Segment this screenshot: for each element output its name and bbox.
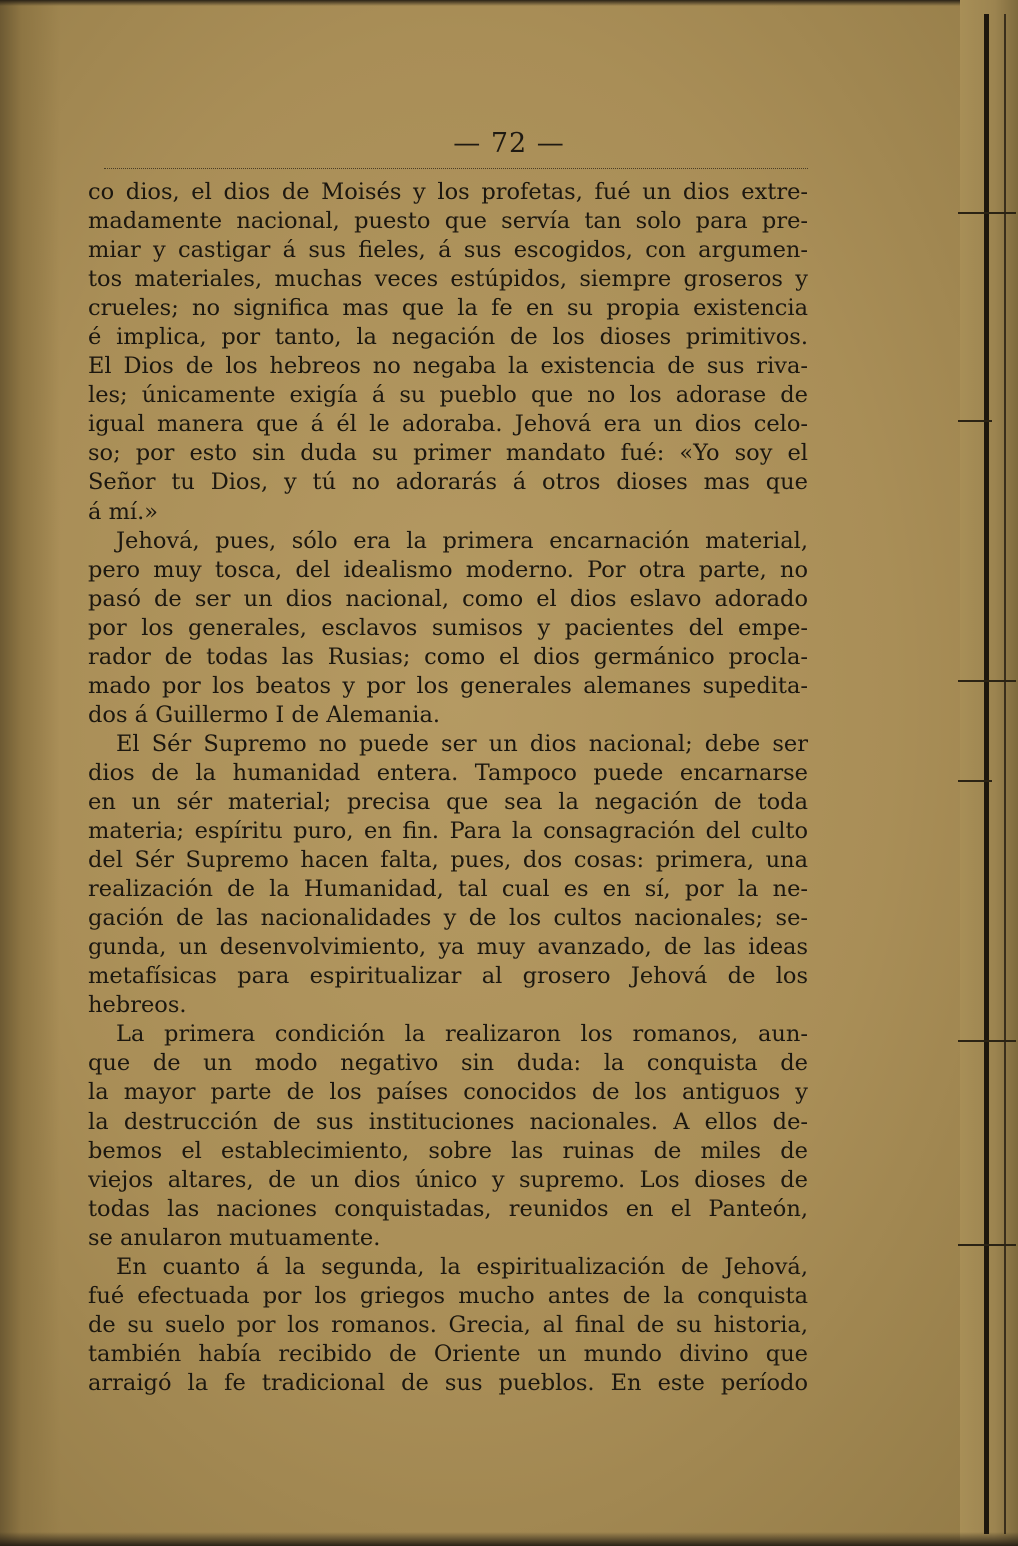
margin-tick bbox=[958, 780, 992, 782]
text-line: de su suelo por los romanos. Grecia, al final de su historia, bbox=[88, 1311, 808, 1338]
text-line: la destrucción de sus instituciones nacionales. A ellos de- bbox=[88, 1108, 808, 1135]
margin-tick bbox=[958, 420, 992, 422]
text-line: crueles; no significa mas que la fe en su propia existencia bbox=[88, 295, 808, 322]
margin-rule bbox=[984, 14, 989, 1534]
text-line: El Dios de los hebreos no negaba la existencia de sus riva- bbox=[88, 353, 808, 380]
text-line: pero muy tosca, del idealismo moderno. Por otra parte, no bbox=[88, 556, 808, 583]
text-line: metafísicas para espiritualizar al grosero Jehová de los bbox=[88, 963, 808, 990]
text-line: se anularon mutuamente. bbox=[88, 1224, 381, 1251]
text-line: materia; espíritu puro, en fin. Para la consagración del culto bbox=[88, 818, 808, 845]
text-line: rador de todas las Rusias; como el dios germánico procla- bbox=[88, 643, 808, 670]
text-line: arraigó la fe tradicional de sus pueblos. En este período bbox=[88, 1369, 808, 1396]
text-line: hebreos. bbox=[88, 992, 187, 1019]
margin-tick bbox=[958, 1040, 1016, 1042]
text-line: bemos el establecimiento, sobre las ruinas de miles de bbox=[88, 1137, 808, 1164]
bottom-edge bbox=[0, 1532, 1018, 1546]
text-line: fué efectuada por los griegos mucho antes de la conquista bbox=[88, 1282, 808, 1309]
binding-shadow bbox=[0, 0, 60, 1546]
text-line: dios de la humanidad entera. Tampoco puede encarnarse bbox=[88, 759, 808, 786]
text-line: del Sér Supremo hacen falta, pues, dos cosas: primera, una bbox=[88, 847, 808, 874]
text-line: que de un modo negativo sin duda: la conquista de bbox=[88, 1050, 808, 1077]
text-line: so; por esto sin duda su primer mandato fué: «Yo soy el bbox=[88, 440, 808, 467]
page-number: — 72 — bbox=[453, 128, 565, 159]
text-line: miar y castigar á sus fieles, á sus escogidos, con argumen- bbox=[88, 237, 808, 264]
text-line: por los generales, esclavos sumisos y pacientes del empe- bbox=[88, 614, 808, 641]
text-line: la mayor parte de los países conocidos de los antiguos y bbox=[88, 1079, 808, 1106]
text-line: madamente nacional, puesto que servía tan solo para pre- bbox=[88, 208, 808, 235]
text-line: La primera condición la realizaron los romanos, aun- bbox=[116, 1021, 808, 1048]
text-line: dos á Guillermo I de Alemania. bbox=[88, 701, 441, 728]
text-line: realización de la Humanidad, tal cual es en sí, por la ne- bbox=[88, 876, 808, 903]
text-line: también había recibido de Oriente un mundo divino que bbox=[88, 1340, 808, 1367]
text-line: igual manera que á él le adoraba. Jehová era un dios celo- bbox=[88, 411, 808, 438]
text-line: Señor tu Dios, y tú no adorarás á otros dioses mas que bbox=[88, 469, 808, 496]
header-rule bbox=[104, 168, 808, 169]
top-edge bbox=[0, 0, 1018, 6]
margin-tick bbox=[958, 1244, 1016, 1246]
text-line: El Sér Supremo no puede ser un dios nacional; debe ser bbox=[116, 730, 808, 757]
text-line: les; únicamente exigía á su pueblo que no los adorase de bbox=[88, 382, 808, 409]
text-line: mado por los beatos y por los generales alemanes supedita- bbox=[88, 672, 808, 699]
text-line: en un sér material; precisa que sea la negación de toda bbox=[88, 788, 808, 815]
body-text bbox=[88, 178, 808, 1398]
page-edge-strip bbox=[960, 0, 1018, 1546]
margin-tick bbox=[958, 212, 1016, 214]
text-line: pasó de ser un dios nacional, como el dios eslavo adorado bbox=[88, 585, 808, 612]
margin-tick bbox=[958, 680, 1016, 682]
text-line: gación de las nacionalidades y de los cultos nacionales; se- bbox=[88, 905, 808, 932]
text-line: Jehová, pues, sólo era la primera encarnación material, bbox=[116, 527, 808, 554]
text-line: todas las naciones conquistadas, reunidos en el Panteón, bbox=[88, 1195, 808, 1222]
margin-rule-thin bbox=[1004, 14, 1006, 1534]
text-line: viejos altares, de un dios único y supremo. Los dioses de bbox=[88, 1166, 808, 1193]
text-line: En cuanto á la segunda, la espiritualización de Jehová, bbox=[116, 1253, 808, 1280]
text-line: tos materiales, muchas veces estúpidos, siempre groseros y bbox=[88, 266, 808, 293]
text-line: co dios, el dios de Moisés y los profetas, fué un dios extre- bbox=[88, 179, 808, 205]
text-line: á mí.» bbox=[88, 498, 159, 525]
text-line: gunda, un desenvolvimiento, ya muy avanzado, de las ideas bbox=[88, 934, 808, 961]
text-line: é implica, por tanto, la negación de los dioses primitivos. bbox=[88, 324, 808, 351]
